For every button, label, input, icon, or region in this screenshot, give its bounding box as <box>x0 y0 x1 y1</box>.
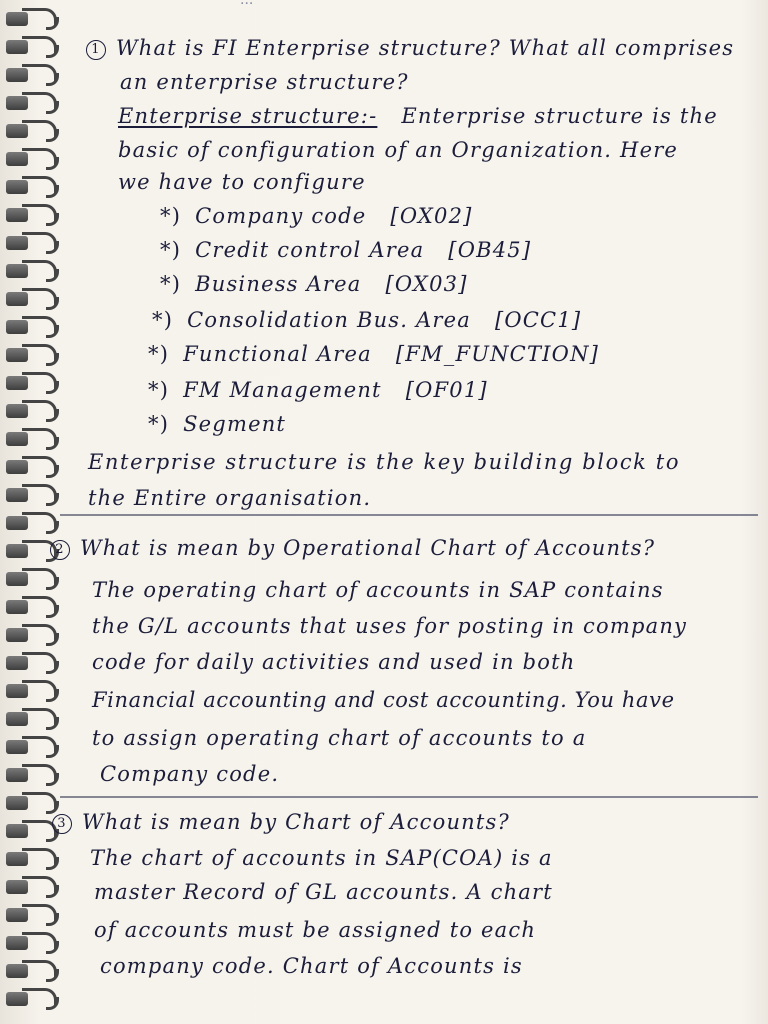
spiral-hook <box>22 8 57 25</box>
spiral-hook <box>22 988 57 1005</box>
q2-answer-line: code for daily activities and used in both <box>92 650 576 674</box>
spiral-hook <box>22 596 57 613</box>
q2-answer-line: to assign operating chart of accounts to a <box>92 726 587 750</box>
q1-answer-line-2: basic of configuration of an Organization. Here <box>118 138 679 162</box>
q1-question-text-1: What is FI Enterprise structure? What all comprises <box>116 36 735 60</box>
q3-number: 3 <box>52 814 72 834</box>
q2-answer-line: Company code. <box>100 762 280 786</box>
q1-answer-line-3: we have to configure <box>118 170 366 194</box>
spiral-hook <box>22 568 57 585</box>
spiral-hook <box>22 92 57 109</box>
spiral-hook <box>22 680 57 697</box>
q1-conclusion-line-1: Enterprise structure is the key building block to <box>88 450 681 474</box>
spiral-hook <box>22 176 57 193</box>
spiral-hook <box>22 344 57 361</box>
q1-conclusion-line-2: the Entire organisation. <box>88 486 372 510</box>
q2-answer-line: the G/L accounts that uses for posting in company <box>92 614 688 638</box>
spiral-hook <box>22 848 57 865</box>
q3-answer-line: of accounts must be assigned to each <box>94 918 537 942</box>
q2-answer-line: Financial accounting and cost accounting. You have <box>92 688 675 712</box>
spiral-hook <box>22 36 57 53</box>
spiral-hook <box>22 484 57 501</box>
spiral-hook <box>22 764 57 781</box>
spiral-hook <box>22 932 57 949</box>
q3-question-line <box>52 810 510 834</box>
bullet-item: *) Company code [OX02] <box>160 204 473 228</box>
spiral-hook <box>22 708 57 725</box>
q2-question-line <box>50 536 655 560</box>
q1-question-line-2: an enterprise structure? <box>120 70 409 94</box>
bullet-item: *) FM Management [OF01] <box>148 378 488 402</box>
spiral-hook <box>22 736 57 753</box>
spiral-hook <box>22 400 57 417</box>
q3-question-text: What is mean by Chart of Accounts? <box>82 810 510 834</box>
bullet-item: *) Functional Area [FM_FUNCTION] <box>148 342 600 366</box>
spiral-hook <box>22 316 57 333</box>
q2-number: 2 <box>50 540 70 560</box>
q1-answer-line-1 <box>118 104 718 128</box>
spiral-hook <box>22 876 57 893</box>
spiral-hook <box>22 64 57 81</box>
spiral-hook <box>22 288 57 305</box>
spiral-hook <box>22 260 57 277</box>
bullet-item: *) Business Area [OX03] <box>160 272 468 296</box>
spiral-hook <box>22 960 57 977</box>
spiral-hook <box>22 120 57 137</box>
header-fragment: ... <box>240 0 254 8</box>
q1-answer-text-1: Enterprise structure is the <box>401 104 718 128</box>
q1-number: 1 <box>86 40 106 60</box>
spiral-hook <box>22 232 57 249</box>
spiral-hook <box>22 204 57 221</box>
spiral-hook <box>22 792 57 809</box>
spiral-hook <box>22 148 57 165</box>
q3-answer-line: master Record of GL accounts. A chart <box>94 880 553 904</box>
section-divider <box>60 514 758 516</box>
spiral-hook <box>22 428 57 445</box>
q2-answer-line: The operating chart of accounts in SAP contains <box>92 578 664 602</box>
spiral-hook <box>22 456 57 473</box>
spiral-hook <box>22 652 57 669</box>
q1-question-line-1 <box>86 36 734 60</box>
bullet-item: *) Consolidation Bus. Area [OCC1] <box>152 308 582 332</box>
enterprise-structure-label: Enterprise structure:- <box>118 104 378 128</box>
q3-answer-line: The chart of accounts in SAP(COA) is a <box>90 846 553 870</box>
spiral-hook <box>22 904 57 921</box>
bullet-item: *) Credit control Area [OB45] <box>160 238 532 262</box>
q2-question-text: What is mean by Operational Chart of Accounts? <box>80 536 656 560</box>
spiral-hook <box>22 624 57 641</box>
spiral-binding <box>0 0 70 1024</box>
spiral-hook <box>22 372 57 389</box>
bullet-item: *) Segment <box>148 412 287 436</box>
q3-answer-line: company code. Chart of Accounts is <box>100 954 523 978</box>
section-divider <box>60 796 758 798</box>
spiral-hook <box>22 512 57 529</box>
